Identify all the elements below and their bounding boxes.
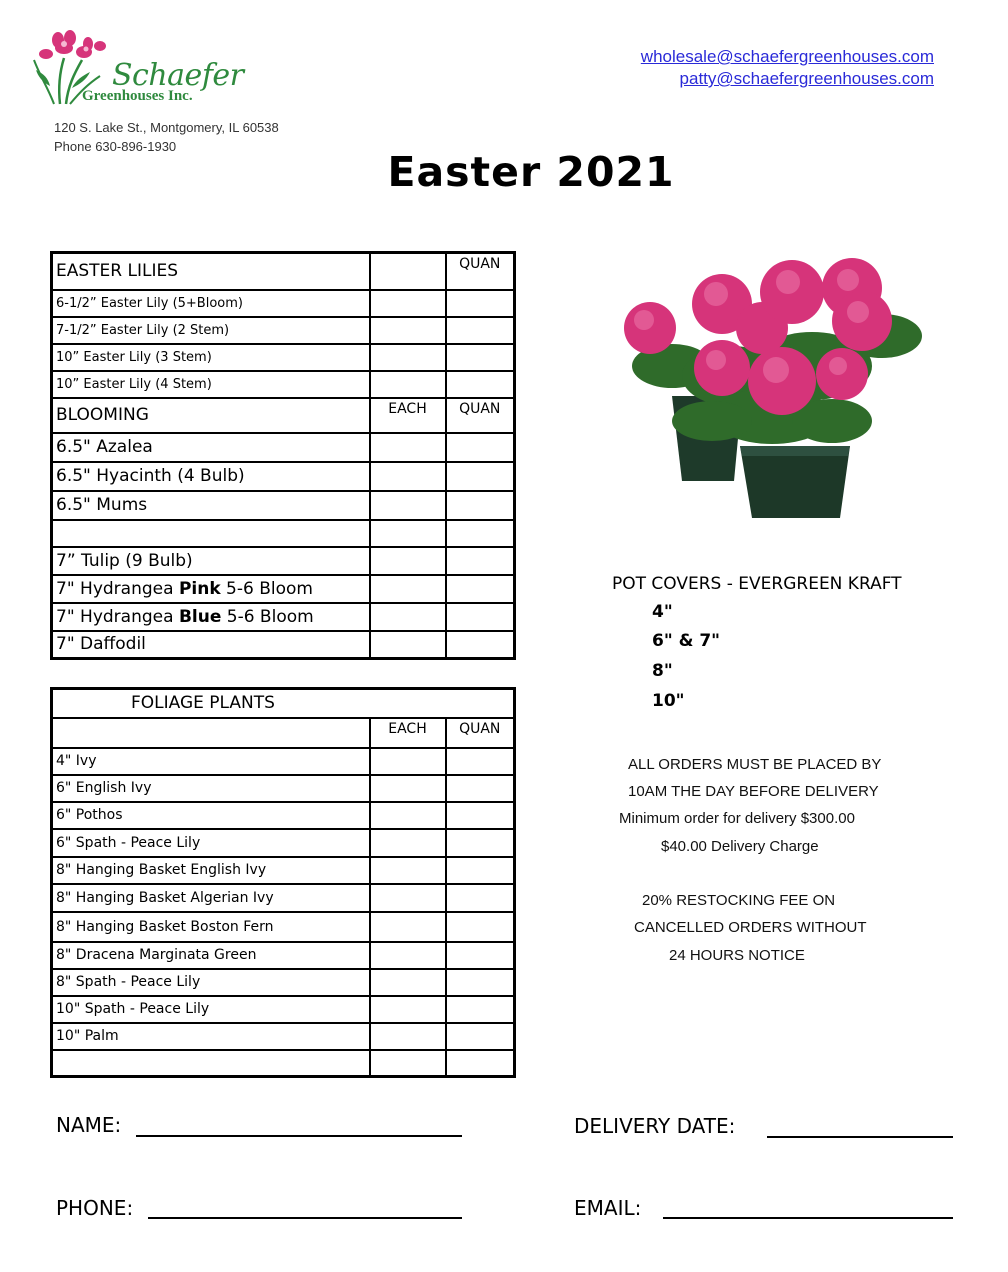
item-label: 8" Spath - Peace Lily [52,969,370,996]
item-label: 8" Hanging Basket Boston Fern [52,912,370,942]
table-row [52,603,515,631]
quan-cell[interactable] [446,1050,515,1077]
item-label-color: Pink [178,578,221,599]
section-heading-blooming: BLOOMING [52,398,370,433]
quan-cell[interactable] [446,748,515,775]
item-label-suffix: 5-6 Bloom [220,578,313,599]
quan-cell[interactable] [446,575,515,603]
quan-cell[interactable] [446,547,515,575]
phone-field[interactable] [148,1217,462,1219]
pot-cover-size: 10" [652,691,685,711]
each-cell[interactable] [370,802,446,829]
item-label: 6.5" Hyacinth (4 Bulb) [52,462,370,491]
each-cell[interactable] [370,520,446,547]
quan-header: QUAN [446,253,515,290]
pot-covers-title: POT COVERS - EVERGREEN KRAFT [612,574,902,594]
table-row [52,829,515,857]
section-heading-foliage: FOLIAGE PLANTS [52,689,515,718]
table-row [52,912,515,942]
each-cell[interactable] [370,603,446,631]
quan-header: QUAN [446,398,515,433]
quan-cell[interactable] [446,884,515,912]
item-label: 10" Palm [52,1023,370,1050]
each-cell[interactable] [370,253,446,290]
each-cell[interactable] [370,631,446,659]
table-row [52,290,515,317]
quan-header: QUAN [446,718,515,748]
table-row [52,996,515,1023]
table-row [52,462,515,491]
item-label: 6-1/2” Easter Lily (5+Bloom) [52,290,370,317]
email-label: EMAIL: [574,1196,642,1220]
restocking-note-line3: 24 HOURS NOTICE [669,947,805,964]
each-cell[interactable] [370,857,446,884]
table-row [52,344,515,371]
item-label: 8" Hanging Basket Algerian Ivy [52,884,370,912]
quan-cell[interactable] [446,344,515,371]
name-label: NAME: [56,1113,122,1137]
quan-cell[interactable] [446,1023,515,1050]
table-row [52,491,515,520]
quan-cell[interactable] [446,631,515,659]
quan-cell[interactable] [446,857,515,884]
item-label [52,520,370,547]
each-cell[interactable] [370,433,446,462]
table-row [52,575,515,603]
blank-header-cell [52,718,370,748]
each-cell[interactable] [370,290,446,317]
each-cell[interactable] [370,344,446,371]
table-row [52,371,515,398]
company-phone: Phone 630-896-1930 [54,139,177,154]
table-row [52,857,515,884]
item-label: 8" Dracena Marginata Green [52,942,370,969]
table-row [52,775,515,802]
hydrangea-photo [612,256,952,518]
quan-cell[interactable] [446,462,515,491]
quan-cell[interactable] [446,829,515,857]
table-row [52,433,515,462]
item-label: 10" Spath - Peace Lily [52,996,370,1023]
each-cell[interactable] [370,547,446,575]
logo-brand-text: Schaefer [112,58,244,93]
each-cell[interactable] [370,1050,446,1077]
item-label-suffix: 5-6 Bloom [221,606,314,627]
quan-cell[interactable] [446,942,515,969]
table-title-row [52,689,515,718]
quan-cell[interactable] [446,802,515,829]
each-cell[interactable] [370,912,446,942]
item-label: 8" Hanging Basket English Ivy [52,857,370,884]
item-label-prefix: 7" Hydrangea [56,578,179,599]
quan-cell[interactable] [446,433,515,462]
each-cell[interactable] [370,748,446,775]
company-address: 120 S. Lake St., Montgomery, IL 60538 [54,120,279,135]
item-label: 6.5" Mums [52,491,370,520]
table-row [52,1050,515,1077]
item-label: 7” Tulip (9 Bulb) [52,547,370,575]
each-cell[interactable] [370,317,446,344]
item-label [52,603,370,631]
item-label-color: Blue [178,606,222,627]
each-cell[interactable] [370,462,446,491]
each-header: EACH [370,718,446,748]
each-cell[interactable] [370,371,446,398]
item-label: 6" Pothos [52,802,370,829]
item-label: 7" Daffodil [52,631,370,659]
table-row [52,631,515,659]
item-label [52,1050,370,1077]
pot-cover-size: 8" [652,661,673,681]
wholesale-email-link[interactable]: wholesale@schaefergreenhouses.com [640,47,934,66]
quan-cell[interactable] [446,603,515,631]
each-cell[interactable] [370,884,446,912]
phone-label: PHONE: [56,1196,134,1220]
patty-email-link[interactable]: patty@schaefergreenhouses.com [679,69,934,88]
delivery-date-label: DELIVERY DATE: [574,1114,736,1138]
order-deadline-line2: 10AM THE DAY BEFORE DELIVERY [628,783,879,800]
company-logo [30,26,244,111]
each-cell[interactable] [370,969,446,996]
quan-cell[interactable] [446,912,515,942]
pot-cover-size: 6" & 7" [652,631,721,651]
easter-blooming-table [50,251,516,660]
table-row [52,802,515,829]
quan-cell[interactable] [446,290,515,317]
quan-cell[interactable] [446,520,515,547]
item-label: 6.5" Azalea [52,433,370,462]
item-label: 10” Easter Lily (3 Stem) [52,344,370,371]
table-header-row [52,398,515,433]
table-row [52,748,515,775]
each-header: EACH [370,398,446,433]
pot-cover-size: 4" [652,602,673,622]
table-row [52,942,515,969]
each-cell[interactable] [370,491,446,520]
quan-cell[interactable] [446,317,515,344]
each-cell[interactable] [370,996,446,1023]
quan-cell[interactable] [446,371,515,398]
email-field[interactable] [663,1217,953,1219]
each-cell[interactable] [370,1023,446,1050]
table-row [52,884,515,912]
restocking-note-line2: CANCELLED ORDERS WITHOUT [634,919,867,936]
each-cell[interactable] [370,775,446,802]
delivery-date-field[interactable] [767,1136,953,1138]
minimum-order-note: Minimum order for delivery $300.00 [619,810,855,827]
table-row [52,520,515,547]
item-label [52,575,370,603]
each-cell[interactable] [370,575,446,603]
delivery-charge-note: $40.00 Delivery Charge [661,838,819,855]
each-cell[interactable] [370,829,446,857]
restocking-note-line1: 20% RESTOCKING FEE ON [642,892,836,909]
table-row [52,969,515,996]
item-label-prefix: 7" Hydrangea [56,606,179,627]
table-header-row [52,253,515,290]
quan-cell[interactable] [446,775,515,802]
table-row [52,317,515,344]
name-field[interactable] [136,1135,462,1137]
table-header-row [52,718,515,748]
section-heading-lilies: EASTER LILIES [52,253,370,290]
table-row [52,547,515,575]
quan-cell[interactable] [446,491,515,520]
quan-cell[interactable] [446,996,515,1023]
item-label: 4" Ivy [52,748,370,775]
quan-cell[interactable] [446,969,515,996]
item-label: 7-1/2” Easter Lily (2 Stem) [52,317,370,344]
item-label: 6" Spath - Peace Lily [52,829,370,857]
item-label: 10” Easter Lily (4 Stem) [52,371,370,398]
each-cell[interactable] [370,942,446,969]
foliage-table [50,687,516,1078]
order-deadline-line1: ALL ORDERS MUST BE PLACED BY [628,756,882,773]
item-label: 6" English Ivy [52,775,370,802]
table-row [52,1023,515,1050]
logo-subtitle: Greenhouses Inc. [82,88,193,104]
page-title: Easter 2021 [387,148,675,196]
